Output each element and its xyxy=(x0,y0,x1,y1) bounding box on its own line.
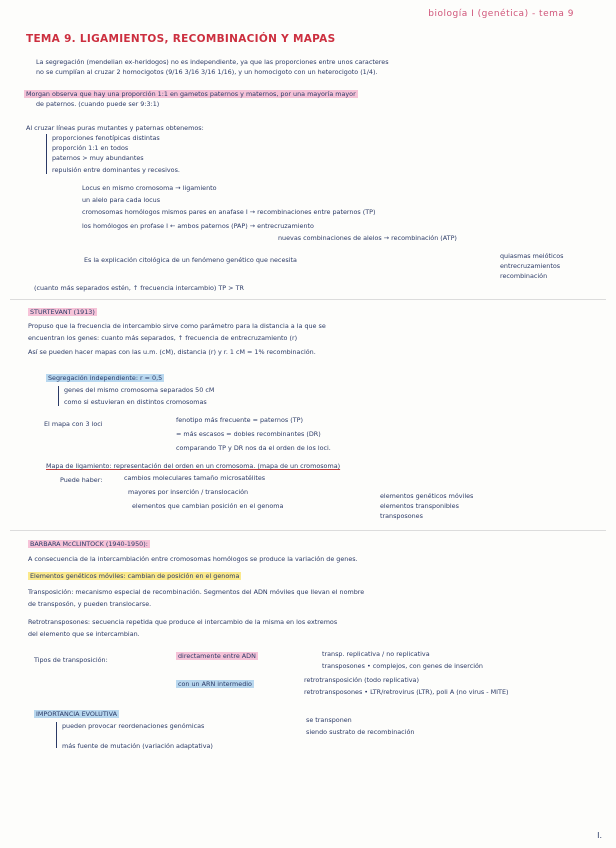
note-line: elementos genéticos móviles xyxy=(380,492,474,500)
note-line: Locus en mismo cromosoma → ligamiento xyxy=(82,184,217,192)
note-line: los homólogos en profase I ← ambos paternos (PAP) → entrecruzamiento xyxy=(82,222,314,230)
list-bracket xyxy=(56,722,57,748)
note-line xyxy=(28,308,97,316)
note-line: repulsión entre dominantes y recesivos. xyxy=(52,166,180,174)
note-line: Propuso que la frecuencia de intercambio sirve como parámetro para la distancia a la que se xyxy=(28,322,326,330)
note-line: de transposón, y pueden translocarse. xyxy=(28,600,152,608)
list-bracket xyxy=(46,134,47,174)
note-line: (cuanto más separados estén, ↑ frecuencia intercambio) TP > TR xyxy=(34,284,244,292)
note-line: entrecruzamientos xyxy=(500,262,561,270)
note-line: Al cruzar líneas puras mutantes y paternas obtenemos: xyxy=(26,124,204,132)
note-line: Retrotransposones: secuencia repetida que produce el intercambio de la misma en los extremos xyxy=(28,618,338,626)
note-line xyxy=(46,374,164,382)
note-line: Transposición: mecanismo especial de recombinación. Segmentos del ADN móviles que llevan el nombre xyxy=(28,588,365,596)
note-line: elementos que cambian posición en el genoma xyxy=(132,502,284,510)
note-line xyxy=(176,680,254,688)
list-bracket xyxy=(58,386,59,406)
note-line: recombinación xyxy=(500,272,548,280)
page-title: TEMA 9. LIGAMIENTOS, RECOMBINACIÓN Y MAPAS xyxy=(26,33,336,45)
note-line: cambios moleculares tamaño microsatélites xyxy=(124,474,266,482)
note-line: genes del mismo cromosoma separados 50 cM xyxy=(64,386,215,394)
sturtevant-heading: STURTEVANT (1913) xyxy=(30,308,95,316)
rna-intermediate-highlight: con un ARN intermedio xyxy=(178,680,252,688)
note-line: transposones xyxy=(380,512,423,520)
segregation-highlight: Segregación independiente: r = 0,5 xyxy=(48,374,163,382)
note-line: = más escasos = dobles recombinantes (DR) xyxy=(176,430,321,438)
note-line xyxy=(28,540,150,548)
page-header: biología I (genética) - tema 9 xyxy=(428,9,574,19)
note-line: Puede haber: xyxy=(60,476,103,484)
note-line: como si estuvieran en distintos cromosomas xyxy=(64,398,207,406)
note-line: Es la explicación citológica de un fenómeno genético que necesita xyxy=(84,256,297,264)
note-line: proporción 1:1 en todos xyxy=(52,144,129,152)
note-line: nuevas combinaciones de alelos → recombinación (ATP) xyxy=(278,234,457,242)
note-line: transp. replicativa / no replicativa xyxy=(322,650,430,658)
note-line: elementos transponibles xyxy=(380,502,459,510)
note-line: quiasmas meióticos xyxy=(500,252,564,260)
note-line: Así se pueden hacer mapas con las u.m. (cM), distancia (r) y r. 1 cM = 1% recombinación. xyxy=(28,348,316,356)
note-line: fenotipo más frecuente = paternos (TP) xyxy=(176,416,303,424)
note-line: de paternos. (cuando puede ser 9:3:1) xyxy=(36,100,160,108)
direct-dna-highlight: directamente entre ADN xyxy=(178,652,256,660)
note-line: más fuente de mutación (variación adaptativa) xyxy=(62,742,213,750)
note-line: un alelo para cada locus xyxy=(82,196,161,204)
note-line xyxy=(176,652,258,660)
mcclintock-heading: BARBARA McCLINTOCK (1940-1950): xyxy=(30,540,148,548)
page-number: I. xyxy=(597,831,602,840)
note-line xyxy=(28,572,241,580)
section-divider xyxy=(10,299,606,300)
evolutionary-importance-heading: IMPORTANCIA EVOLUTIVA xyxy=(36,710,117,718)
note-line: del elemento que se intercambian. xyxy=(28,630,140,638)
note-line: mayores por inserción / translocación xyxy=(128,488,249,496)
note-line: pueden provocar reordenaciones genómicas xyxy=(62,722,205,730)
note-line: La segregación (mendelian ex-heridogos) no es independiente, ya que las proporciones entre unos caracteres xyxy=(36,58,389,66)
linkage-map-heading: Mapa de ligamiento: representación del orden en un cromosoma. (mapa de un cromosoma) xyxy=(46,462,341,470)
note-line: comparando TP y DR nos da el orden de los loci. xyxy=(176,444,331,452)
note-line: proporciones fenotípicas distintas xyxy=(52,134,160,142)
morgan-highlight: Morgan observa que hay una proporción 1:1 en gametos paternos y maternos, por una mayoría mayor xyxy=(26,90,356,98)
note-line: encuentran los genes: cuanto más separados, ↑ frecuencia de entrecruzamiento (r) xyxy=(28,334,298,342)
note-line: paternos > muy abundantes xyxy=(52,154,144,162)
note-line xyxy=(46,462,340,470)
section-divider xyxy=(10,530,606,531)
note-line xyxy=(24,90,358,98)
note-line: Tipos de transposición: xyxy=(34,656,108,664)
note-line xyxy=(34,710,119,718)
note-line: El mapa con 3 loci xyxy=(44,420,103,428)
note-line: no se cumplían al cruzar 2 homocigotos (9/16 3/16 3/16 1/16), y un homocigoto con un heterocigoto (1/4). xyxy=(36,68,378,76)
note-line: siendo sustrato de recombinación xyxy=(306,728,415,736)
note-line: retrotransposición (todo replicativa) xyxy=(304,676,419,684)
note-line: cromosomas homólogos mismos pares en anafase I → recombinaciones entre paternos (TP) xyxy=(82,208,376,216)
note-line: transposones • complejos, con genes de inserción xyxy=(322,662,483,670)
note-line: retrotransposones • LTR/retrovirus (LTR), poli A (no virus - MITE) xyxy=(304,688,509,696)
note-line: A consecuencia de la intercambiación entre cromosomas homólogos se produce la variación de genes. xyxy=(28,555,358,563)
note-line: se transponen xyxy=(306,716,352,724)
mobile-elements-highlight: Elementos genéticos móviles: cambian de posición en el genoma xyxy=(30,572,240,580)
